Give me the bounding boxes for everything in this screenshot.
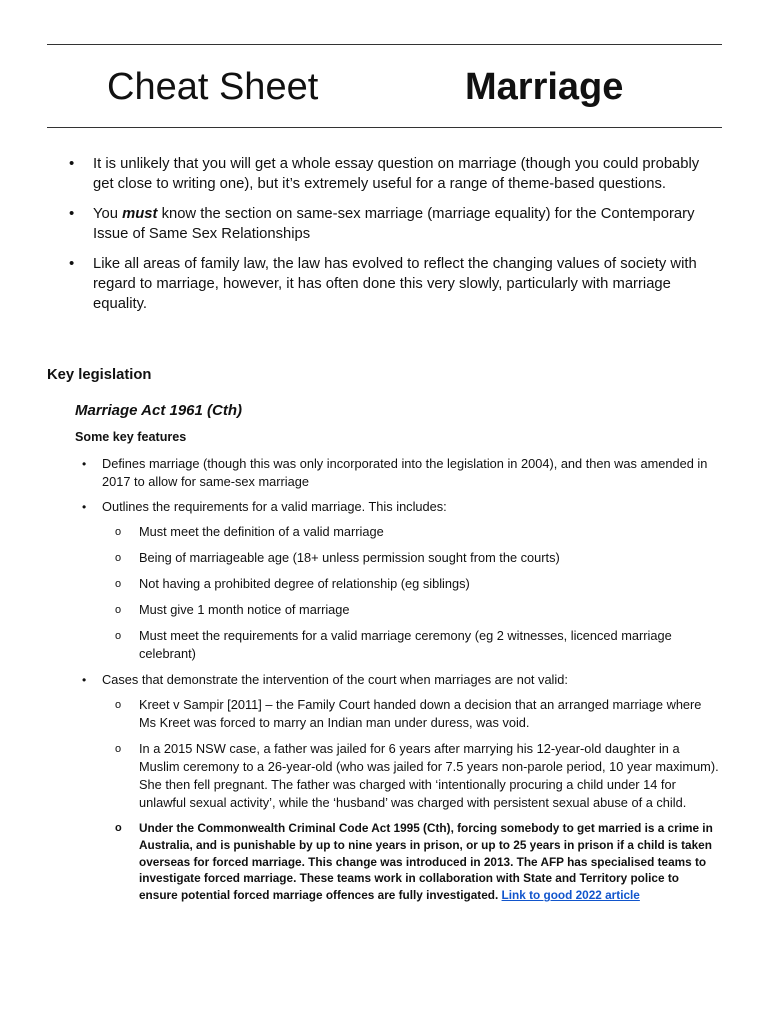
key-features-heading: Some key features (75, 430, 187, 444)
feature-defines-marriage: • Defines marriage (though this was only incorporated into the legislation in 2004), and then was amended in 2017 to allow for same-sex marriage (102, 455, 722, 491)
requirement-ceremony: o Must meet the requirements for a valid marriage ceremony (eg 2 witnesses, licenced marriage celebrant) (139, 627, 719, 663)
requirement-age: o Being of marriageable age (18+ unless permission sought from the courts) (139, 549, 719, 567)
case-kreet-v-sampir: o Kreet v Sampir [2011] – the Family Court handed down a decision that an arranged marriage where Ms Kreet was forced to marry an Indian man under duress, was void. (139, 696, 719, 732)
case-2015-nsw: o In a 2015 NSW case, a father was jailed for 6 years after marrying his 12-year-old daughter in a Muslim ceremony to a 26-year-old (who was jailed for 7.5 years non-parole period, 10 year maximum). She then fell pregnant. The father was charged with ‘intentionally procuring a child under 14 for unlawful sexual activity’, while the ‘husband’ was charged with persistent sexual abuse of a child. (139, 740, 719, 812)
features-list (102, 455, 722, 912)
case-criminal-code (139, 820, 719, 904)
feature-cases: • Cases that demonstrate the intervention of the court when marriages are not valid: (102, 671, 722, 689)
bottom-rule (47, 127, 722, 128)
requirement-relationship: o Not having a prohibited degree of relationship (eg siblings) (139, 575, 719, 593)
intro-bullet-must-emphasis: must (122, 206, 158, 222)
article-link[interactable]: Link to good 2022 article (501, 888, 640, 903)
page-title-marriage: Marriage (465, 66, 624, 108)
intro-list (93, 154, 713, 324)
intro-bullet-essay: • It is unlikely that you will get a whole essay question on marriage (though you could probably get close to writing one), but it’s extremely useful for a range of theme-based questions. (93, 154, 713, 194)
key-legislation-heading: Key legislation (47, 367, 152, 383)
requirement-notice: o Must give 1 month notice of marriage (139, 601, 719, 619)
case-criminal-code-text: Under the Commonwealth Criminal Code Act 1995 (Cth), forcing somebody to get married is a crime in Australia, and is punishable by up to nine years in prison, or up to 25 years in prison if a child is taken overseas for forced marriage. This change was introduced in 2013. The AFP has specialised teams to investigate forced marriage. These teams work in collaboration with State and Territory police to ensure potential forced marriage offences are fully investigated. (139, 821, 713, 903)
feature-requirements: • Outlines the requirements for a valid marriage. This includes: (102, 498, 722, 516)
intro-bullet-family-law: • Like all areas of family law, the law has evolved to reflect the changing values of society with regard to marriage, however, it has often done this very slowly, particularly with marriage equality. (93, 254, 713, 314)
page-title-cheat-sheet: Cheat Sheet (107, 66, 319, 108)
intro-bullet-must-post: know the section on same-sex marriage (marriage equality) for the Contemporary Issue of Same Sex Relationships (93, 206, 695, 242)
intro-bullet-must-know (93, 204, 713, 244)
requirement-definition: o Must meet the definition of a valid marriage (139, 523, 719, 541)
top-rule (47, 44, 722, 45)
marriage-act-heading: Marriage Act 1961 (Cth) (75, 402, 242, 419)
intro-bullet-must-pre: You (93, 206, 123, 222)
